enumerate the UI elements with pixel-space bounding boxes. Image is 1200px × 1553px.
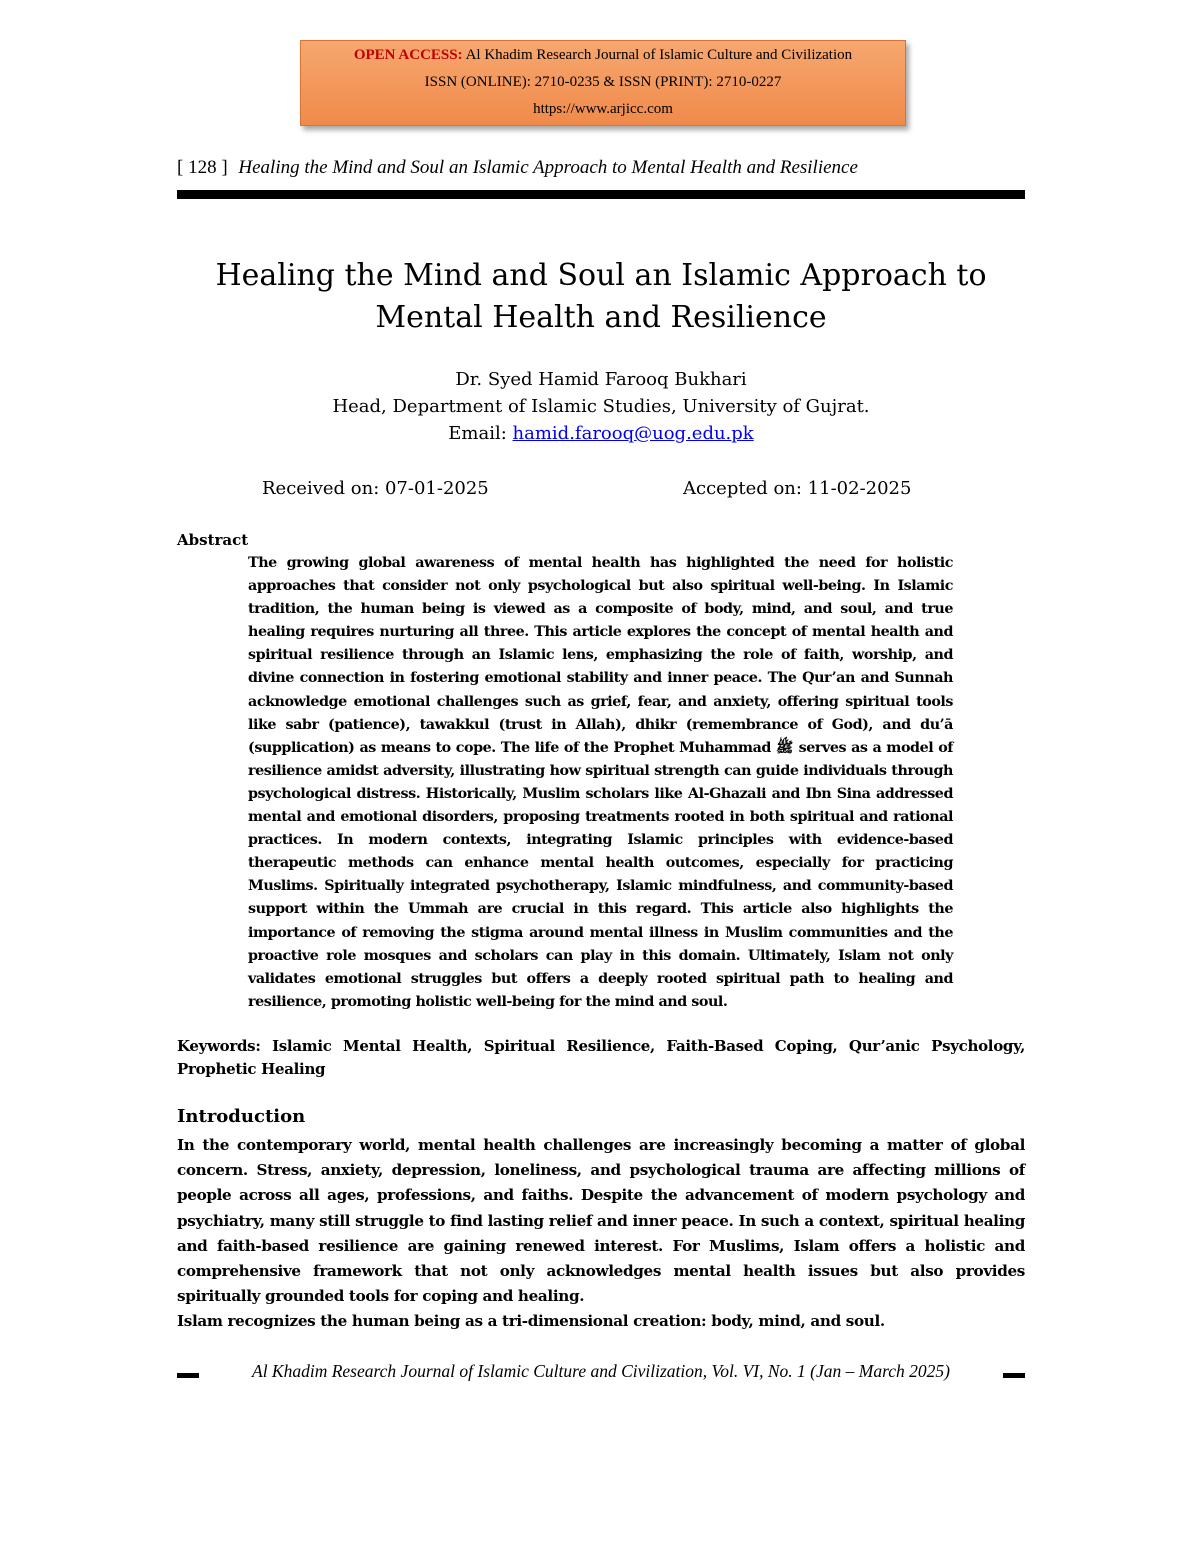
footer-bar-left	[177, 1373, 199, 1378]
open-access-label: OPEN ACCESS:	[353, 47, 463, 63]
author-block	[177, 366, 1025, 447]
keywords	[177, 1035, 1025, 1081]
running-head	[177, 157, 1025, 179]
author-email-line	[177, 420, 1025, 447]
keywords-text: Islamic Mental Health, Spiritual Resilience, Faith-Based Coping, Qur’anic Psychology, Prophetic Healing	[177, 1037, 1025, 1078]
running-head-title: Healing the Mind and Soul an Islamic Approach to Mental Health and Resilience	[238, 157, 858, 178]
email-label: Email:	[448, 423, 507, 444]
page-number: [ 128 ]	[177, 157, 228, 178]
email-link[interactable]: hamid.farooq@uog.edu.pk	[512, 423, 754, 444]
keywords-label: Keywords:	[177, 1037, 261, 1055]
introduction-heading: Introduction	[177, 1106, 306, 1127]
header-rule	[177, 190, 1025, 199]
accepted-date: Accepted on: 11-02-2025	[683, 478, 912, 499]
banner-url: https://www.arjicc.com	[533, 101, 673, 117]
introduction-paragraph: In the contemporary world, mental health challenges are increasingly becoming a matter of global concern. Stress, anxiety, depression, loneliness, and psychological trauma are affecting millions of people across all ages, professions, and faiths. Despite the advancement of modern psychology and psychiatry, many still struggle to find lasting relief and inner peace. In such a context, spiritual healing and faith-based resilience are gaining renewed interest. For Muslims, Islam offers a holistic and comprehensive framework that not only acknowledges mental health issues but also provides spiritually grounded tools for coping and healing.	[177, 1136, 1025, 1306]
footer-bar-right	[1003, 1373, 1025, 1378]
banner-journal-line	[301, 41, 905, 69]
introduction-paragraph: Islam recognizes the human being as a tri-dimensional creation: body, mind, and soul.	[177, 1312, 885, 1331]
received-date: Received on: 07-01-2025	[262, 478, 489, 499]
author-name: Dr. Syed Hamid Farooq Bukhari	[455, 369, 747, 390]
abstract-text: The growing global awareness of mental health has highlighted the need for holistic approaches that consider not only psychological but also spiritual well-being. In Islamic tradition, the human being is viewed as a composite of body, mind, and soul, and true healing requires nurturing all three. This article explores the concept of mental health and spiritual resilience through an Islamic lens, emphasizing the role of faith, worship, and divine connection in fostering emotional stability and inner peace. The Qur’an and Sunnah acknowledge emotional challenges such as grief, fear, and anxiety, offering spiritual tools like sabr (patience), tawakkul (trust in Allah), dhikr (remembrance of God), and du’ā (supplication) as means to cope. The life of the Prophet Muhammad ﷺ serves as a model of resilience amidst adversity, illustrating how spiritual strength can guide individuals through psychological distress. Historically, Muslim scholars like Al-Ghazali and Ibn Sina addressed mental and emotional disorders, proposing treatments rooted in both spiritual and rational practices. In modern contexts, integrating Islamic principles with evidence-based therapeutic methods can enhance mental health outcomes, especially for practicing Muslims. Spiritually integrated psychotherapy, Islamic mindfulness, and community-based support within the Ummah are crucial in this regard. This article also highlights the importance of removing the stigma around mental illness in Muslim communities and the proactive role mosques and scholars can play in this domain. Ultimately, Islam not only validates emotional struggles but offers a deeply rooted spiritual path to healing and resilience, promoting holistic well-being for the mind and soul.	[248, 555, 953, 1010]
footer-citation: Al Khadim Research Journal of Islamic Culture and Civilization, Vol. VI, No. 1 (Jan – March 2025)	[252, 1361, 950, 1381]
author-affiliation: Head, Department of Islamic Studies, University of Gujrat.	[332, 396, 870, 417]
open-access-banner	[300, 40, 906, 126]
abstract-heading: Abstract	[177, 531, 249, 549]
banner-issn: ISSN (ONLINE): 2710-0235 & ISSN (PRINT): 2710-0227	[424, 74, 782, 90]
paper-title: Healing the Mind and Soul an Islamic Approach to Mental Health and Resilience	[215, 258, 987, 335]
introduction-body	[177, 1133, 1025, 1335]
page-footer	[177, 1361, 1025, 1387]
banner-journal-name: Al Khadim Research Journal of Islamic Culture and Civilization	[465, 47, 853, 63]
